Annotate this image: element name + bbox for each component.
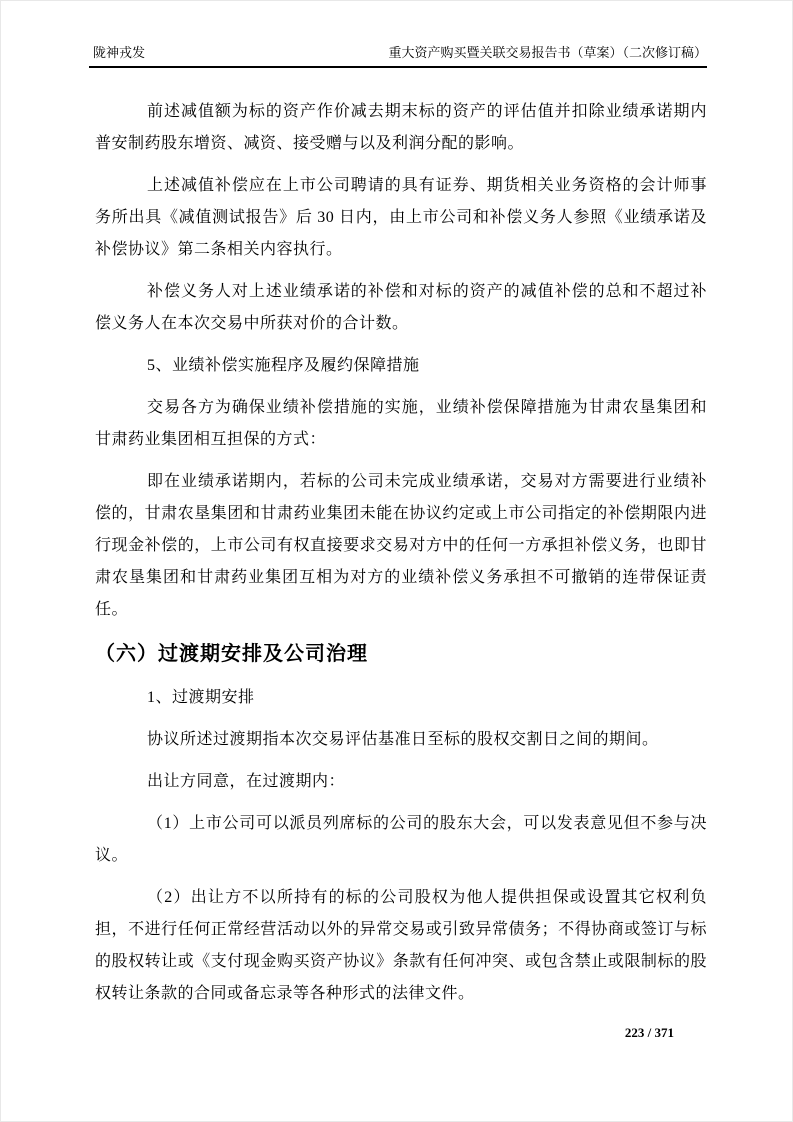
paragraph-compensation-cap: 补偿义务人对上述业绩承诺的补偿和对标的资产的减值补偿的总和不超过补偿义务人在本次交易中所获对价的合计数。 <box>95 283 707 332</box>
paragraph-joint-liability: 即在业绩承诺期内，若标的公司未完成业绩承诺，交易对方需要进行业绩补偿的，甘肃农垦集团和甘肃药业集团未能在协议约定或上市公司指定的补偿期限内进行现金补偿的，上市公司有权直接要求交易对方中的任何一方承担补偿义务，也即甘肃农垦集团和甘肃药业集团互相为对方的业绩补偿义务承担不可撤销的连带保证责任。 <box>95 473 707 618</box>
page-footer <box>625 1025 674 1041</box>
sub-heading-1-transition-arrangement: 1、过渡期安排 <box>147 689 255 706</box>
paragraph-transition-definition: 协议所述过渡期指本次交易评估基准日至标的股权交割日之间的期间。 <box>147 731 659 748</box>
paragraph-item-2: （2）出让方不以所持有的标的公司股权为他人提供担保或设置其它权利负担，不进行任何正常经营活动以外的异常交易或引致异常债务；不得协商或签订与标的股权转让或《支付现金购买资产协议》条款有任何冲突、或包含禁止或限制标的股权转让条款的合同或备忘录等各种形式的法律文件。 <box>95 889 707 1002</box>
paragraph-transferor-agrees: 出让方同意，在过渡期内： <box>147 773 346 790</box>
sub-heading-5-performance-compensation: 5、业绩补偿实施程序及履约保障措施 <box>147 357 420 374</box>
paragraph-guarantee-method: 交易各方为确保业绩补偿措施的实施，业绩补偿保障措施为甘肃农垦集团和甘肃药业集团相互担保的方式： <box>95 399 707 448</box>
page-header <box>89 45 707 68</box>
header-company-name: 陇神戎发 <box>93 45 146 60</box>
document-body <box>95 96 707 1020</box>
page-number: 223 / 371 <box>624 1025 674 1040</box>
paragraph-impairment-compensation: 上述减值补偿应在上市公司聘请的具有证券、期货相关业务资格的会计师事务所出具《减值测试报告》后 30 日内，由上市公司和补偿义务人参照《业绩承诺及补偿协议》第二条相关内容执行。 <box>95 177 707 258</box>
paragraph-item-1: （1）上市公司可以派员列席标的公司的股东大会，可以发表意见但不参与决议。 <box>95 815 707 864</box>
paragraph-impairment-amount: 前述减值额为标的资产作价减去期末标的资产的评估值并扣除业绩承诺期内普安制药股东增资、减资、接受赠与以及利润分配的影响。 <box>95 103 707 152</box>
header-document-title: 重大资产购买暨关联交易报告书（草案）（二次修订稿） <box>388 45 707 60</box>
section-heading-6-transition-period: （六）过渡期安排及公司治理 <box>95 643 368 665</box>
